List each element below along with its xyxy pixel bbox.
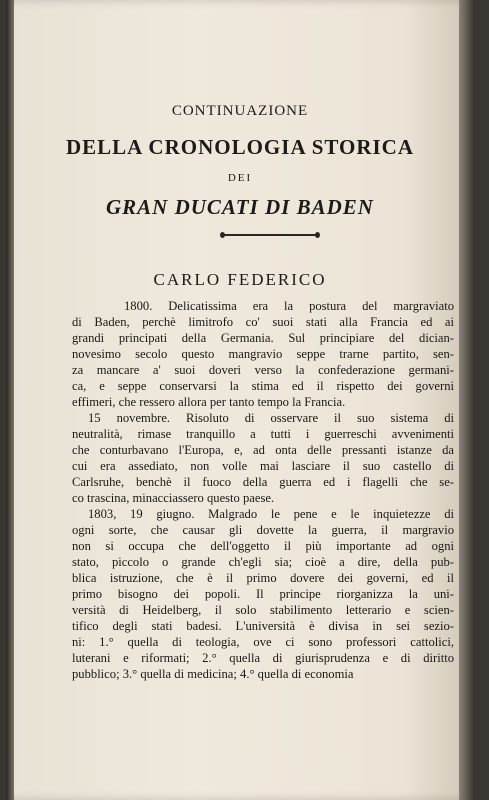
heading-subject: GRAN DUCATI DI BADEN xyxy=(106,195,374,219)
body-line: za mancare a' suoi doveri verso la confederazione germani- xyxy=(72,363,454,377)
body-line: ogni sorte, che causar gli dovette la guerra, il margravio xyxy=(72,523,454,537)
ornamental-rule xyxy=(224,234,316,236)
body-line: primo bisogno dei popoli. Il principe riorganizza la uni- xyxy=(72,587,454,601)
page-edge xyxy=(459,0,474,800)
heading-title: DELLA CRONOLOGIA STORICA xyxy=(65,135,415,159)
body-line: grandi principati della Germania. Sul principiare del dician- xyxy=(72,331,454,345)
book-page xyxy=(6,0,474,800)
body-line: 1800. Delicatissima era la postura del margraviato xyxy=(124,299,454,313)
body-line: che conturbavano l'Europa, e, ad onta delle pressanti istanze da xyxy=(72,443,454,457)
body-line: non si occupa che dell'oggetto il più importante ad ogni xyxy=(72,539,454,553)
body-line: di Baden, perchè limitrofo co' suoi stati alla Francia ed ai xyxy=(72,315,454,329)
body-line: co trascina, minacciassero questo paese. xyxy=(72,491,275,505)
body-line: pubblico; 3.° quella di medicina; 4.° quella di economia xyxy=(72,667,354,681)
body-line: ni: 1.° quella di teologia, ove ci sono professori cattolici, xyxy=(72,635,454,649)
heading-continuazione: CONTINUAZIONE xyxy=(171,103,309,119)
body-text xyxy=(72,298,454,682)
body-line: neutralità, rimase tranquillo a tutti i guerreschi avvenimenti xyxy=(72,427,454,441)
heading-dei: DEI xyxy=(227,172,253,184)
body-line: effimeri, che ressero allora per tanto tempo la Francia. xyxy=(72,395,346,409)
body-line: 1803, 19 giugno. Malgrado le pene e le inquietezze di xyxy=(88,507,454,521)
body-line: stato, piccolo o grande ch'egli sia; cioè a dire, della pub- xyxy=(72,555,454,569)
body-line: ca, e seppe conservarsi la stima ed il rispetto dei governi xyxy=(72,379,454,393)
body-line: 15 novembre. Risoluto di osservare il suo sistema di xyxy=(88,411,454,425)
body-line: novesimo secolo questo mangravio seppe trarne partito, sen- xyxy=(72,347,454,361)
body-line: Carlsruhe, benchè il fuoco della guerra ed i flagelli che se- xyxy=(72,475,454,489)
body-line: luterani e riformati; 2.° quella di giurisprudenza e di diritto xyxy=(72,651,454,665)
body-line: blica istruzione, che è il primo dovere dei governi, ed il xyxy=(72,571,454,585)
body-line: cui era assediato, non volle mai lasciare il suo castello di xyxy=(72,459,454,473)
body-line: tifico degli stati badesi. L'università è divisa in sei sezio- xyxy=(72,619,454,633)
body-line: versità di Heidelberg, il solo stabilimento letterario e scien- xyxy=(72,603,454,617)
book-spine xyxy=(6,0,14,800)
section-title: CARLO FEDERICO xyxy=(153,270,327,289)
